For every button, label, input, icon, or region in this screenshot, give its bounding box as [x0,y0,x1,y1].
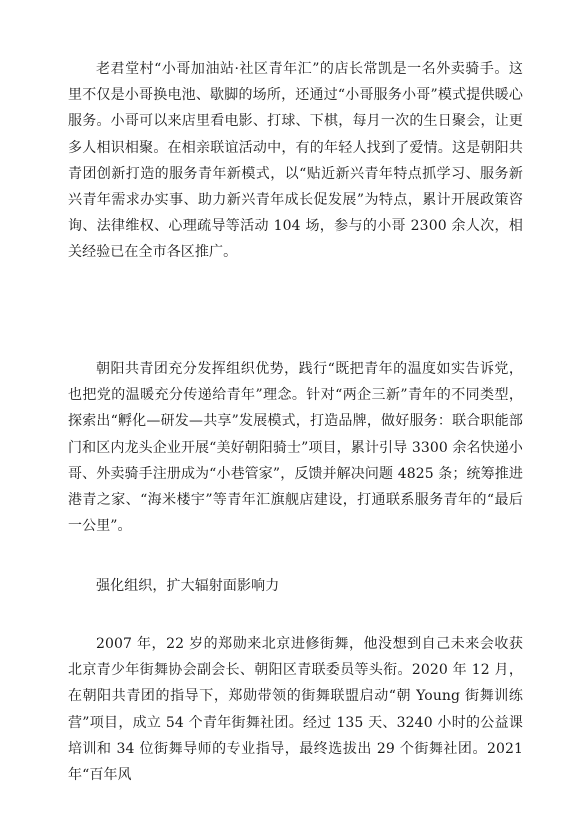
paragraph-xiaoge-station: 老君堂村“小哥加油站·社区青年汇”的店长常凯是一名外卖骑手。这里不仅是小哥换电池、歇脚的场所，还通过“小哥服务小哥”模式提供暖心服务。小哥可以来店里看电影、打球、下棋，每月一次的生日聚会，让更多人相识相聚。在相亲联谊活动中，有的年轻人找到了爱情。这是朝阳共青团创新打造的服务青年新模式，以“贴近新兴青年特点抓学习、服务新兴青年需求办实事、助力新兴青年成长促发展”为特点，累计开展政策咨询、法律维权、心理疏导等活动 104 场，参与的小哥 2300 余人次，相关经验已在全市各区推广。 [68,61,523,261]
paragraph-street-dance: 2007 年，22 岁的郑勋来北京进修街舞，他没想到自己未来会收获北京青少年街舞协会副会长、朝阳区青联委员等头衔。2020 年 12 月，在朝阳共青团的指导下，郑勋带领的街舞联盟启动“朝 Young 街舞训练营”项目，成立 54 个青年街舞社团。经过 135 天、3240 小时的公益课培训和 34 位街舞导师的专业指导，最终选拔出 29 个街舞社团。2021 年“百年风 [68,636,523,784]
section-heading: 强化组织，扩大辐射面影响力 [96,578,280,594]
paragraph-chaoyang-youth-league: 朝阳共青团充分发挥组织优势，践行“既把青年的温度如实告诉党，也把党的温暖充分传递给青年”理念。针对“两企三新”青年的不同类型，探索出“孵化—研发—共享”发展模式，打造品牌，做好服务：联合职能部门和区内龙头企业开展“美好朝阳骑士”项目，累计引导 3300 余名快递小哥、外卖骑手注册成为“小巷管家”，反馈并解决问题 4825 条；统筹推进港青之家、“海米楼宇”等青年汇旗舰店建设，打通联系服务青年的“最后一公里”。 [68,361,523,535]
